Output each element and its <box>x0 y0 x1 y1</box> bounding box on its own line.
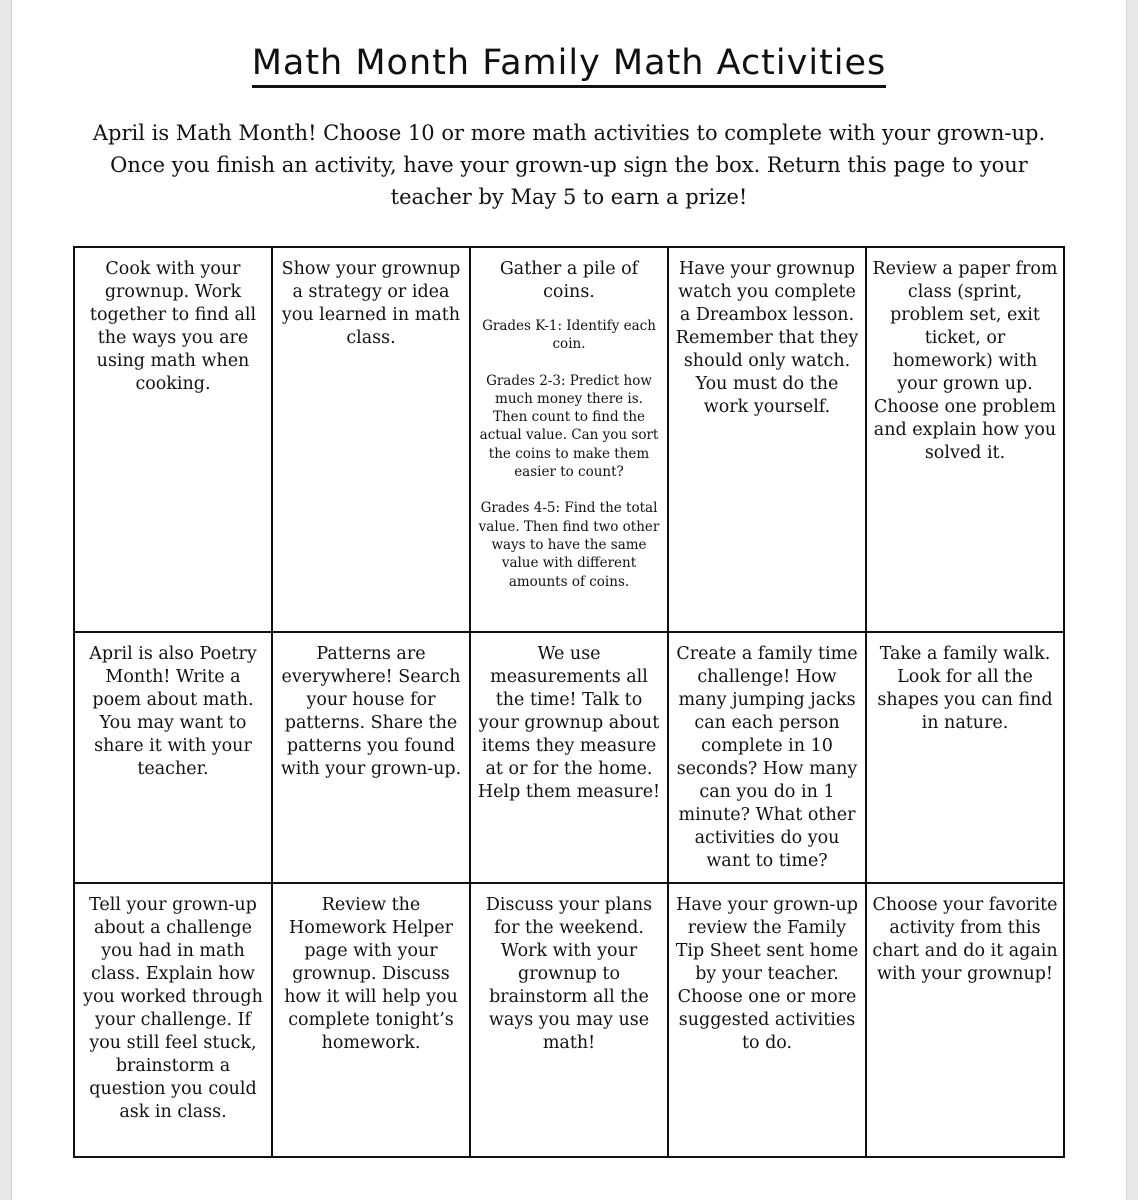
activity-text: Create a family time challenge! How many jumping jacks can each person complete in 10 seconds? How many can you do in 1 minute? What other activities do you want to time? <box>676 644 858 871</box>
activity-cell-poetry[interactable] <box>74 632 272 883</box>
activity-text: Choose your favorite activity from this chart and do it again with your grownup! <box>872 895 1058 984</box>
activity-cell-tip-sheet[interactable] <box>668 883 866 1157</box>
activity-cell-strategy[interactable] <box>272 247 470 632</box>
activity-text: Show your grownup a strategy or idea you learned in math class. <box>281 259 461 348</box>
grid-row-1 <box>74 247 1064 632</box>
activity-text: We use measurements all the time! Talk to your grownup about items they measure at or for the home. Help them measure! <box>477 644 661 802</box>
activity-cell-review-paper[interactable] <box>866 247 1064 632</box>
activity-text: Review a paper from class (sprint, problem set, exit ticket, or homework) with your grown up. Choose one problem and explain how you solved it. <box>872 259 1058 463</box>
activity-text: Take a family walk. Look for all the shapes you can find in nature. <box>877 644 1053 733</box>
grade-note-k1: Grades K-1: Identify each coin. <box>482 318 656 353</box>
activity-grid <box>73 246 1065 1158</box>
intro-paragraph: April is Math Month! Choose 10 or more math activities to complete with your grown-up. Once you finish an activity, have your grown-up sign the box. Return this page to your teacher by May 5 to earn a prize! <box>92 121 1046 209</box>
activity-text: Have your grownup watch you complete a Dreambox lesson. Remember that they should only watch. You must do the work yourself. <box>675 259 859 417</box>
activity-cell-patterns[interactable] <box>272 632 470 883</box>
activity-text: Patterns are everywhere! Search your house for patterns. Share the patterns you found with your grown-up. <box>280 644 462 779</box>
activity-cell-homework-helper[interactable] <box>272 883 470 1157</box>
activity-cell-measurements[interactable] <box>470 632 668 883</box>
activity-text: Review the Homework Helper page with your grownup. Discuss how it will help you complete tonight’s homework. <box>284 895 458 1053</box>
page-edge-left <box>0 0 12 1200</box>
activity-cell-time-challenge[interactable] <box>668 632 866 883</box>
activity-cell-weekend-plans[interactable] <box>470 883 668 1157</box>
activity-cell-favorite[interactable] <box>866 883 1064 1157</box>
page-edge-right <box>1126 0 1138 1200</box>
activity-text: Tell your grown-up about a challenge you had in math class. Explain how you worked through your challenge. If you still feel stuck, brainstorm a question you could ask in class. <box>83 895 263 1122</box>
activity-cell-cooking[interactable] <box>74 247 272 632</box>
activity-text: Gather a pile of coins. <box>499 259 639 302</box>
activity-cell-family-walk[interactable] <box>866 632 1064 883</box>
page-title <box>0 38 1138 88</box>
activity-cell-coins[interactable] <box>470 247 668 632</box>
activity-text: Cook with your grownup. Work together to find all the ways you are using math when cooking. <box>89 259 257 394</box>
grade-note-4-5: Grades 4-5: Find the total value. Then find two other ways to have the same value with different amounts of coins. <box>478 500 660 590</box>
grid-row-3 <box>74 883 1064 1157</box>
page-title-text: Math Month Family Math Activities <box>252 43 887 88</box>
activity-cell-challenge[interactable] <box>74 883 272 1157</box>
activity-text: Have your grown-up review the Family Tip Sheet sent home by your teacher. Choose one or more suggested activities to do. <box>675 895 859 1053</box>
activity-text: April is also Poetry Month! Write a poem about math. You may want to share it with your teacher. <box>89 644 257 779</box>
activity-text: Discuss your plans for the weekend. Work with your grownup to brainstorm all the ways you may use math! <box>485 895 653 1053</box>
activity-cell-dreambox[interactable] <box>668 247 866 632</box>
grade-note-2-3: Grades 2-3: Predict how much money there is. Then count to find the actual value. Can you sort the coins to make them easier to count? <box>479 372 659 481</box>
grid-row-2 <box>74 632 1064 883</box>
